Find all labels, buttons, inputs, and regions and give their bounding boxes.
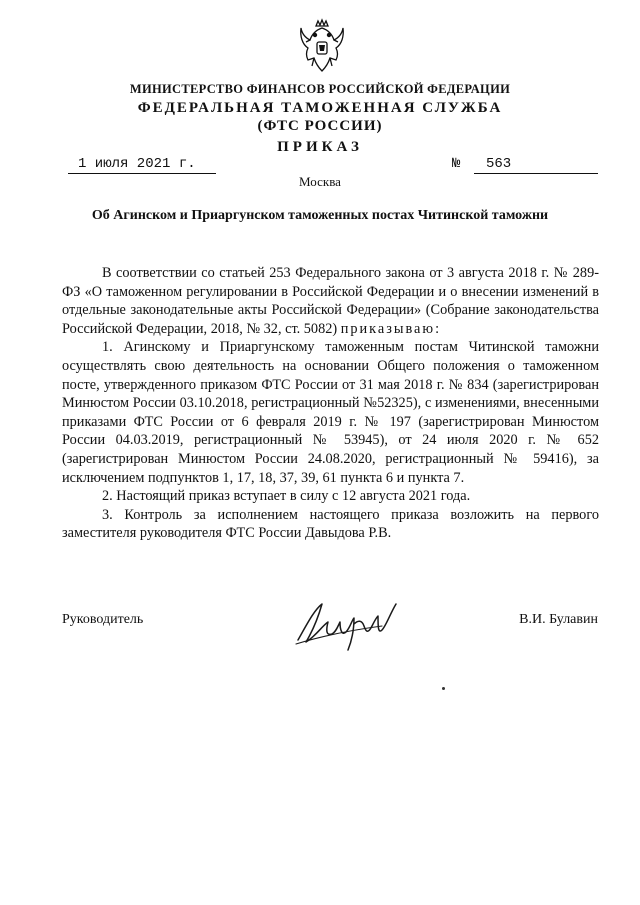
signer-title: Руководитель: [62, 612, 144, 627]
order-title: ПРИКАЗ: [277, 139, 363, 155]
russian-coat-of-arms-icon: [298, 18, 346, 74]
item-1: 1. Агинскому и Приаргунскому таможенным постам Читинской таможни осуществлять свою деятельность на основании Общего положения о таможенном посте, утвержденного приказом ФТС России от 31 мая 2018 г. № 834 (зарегистрирован Минюстом России 03.10.2018, регистрационный №52325), с изменениями, внесенными приказами ФТС России от 6 февраля 2019 г. № 197 (зарегистрирован Минюстом России 04.03.2019, регистрационный № 53945), от 24 июля 2020 г. № 652 (зарегистрирован Минюстом России 24.08.2020, регистрационный № 59416), за исключением подпунктов 1, 17, 18, 37, 39, 61 пункта 6 и пункта 7.: [62, 339, 599, 486]
signer-name: В.И. Булавин: [519, 612, 598, 627]
item-3: 3. Контроль за исполнением настоящего приказа возложить на первого заместителя руководителя ФТС России Давыдова Р.В.: [62, 506, 599, 542]
handwritten-signature: [292, 596, 412, 654]
service-name: ФЕДЕРАЛЬНАЯ ТАМОЖЕННАЯ СЛУЖБА: [137, 100, 503, 116]
ministry-name: МИНИСТЕРСТВО ФИНАНСОВ РОССИЙСКОЙ ФЕДЕРАЦИИ: [129, 82, 511, 96]
order-date: 1 июля 2021 г.: [68, 156, 216, 174]
service-abbreviation: (ФТС РОССИИ): [257, 118, 383, 134]
order-number: 563: [474, 156, 598, 174]
preamble-text: В соответствии со статьей 253 Федерального закона от 3 августа 2018 г. № 289-ФЗ «О таможенном регулировании в Российской Федерации и о внесении изменений в отдельные законодательные акты Российской Федерации» (Собрание законодательства Российской Федерации, 2018, № 32, ст. 5082): [62, 265, 599, 337]
order-body: [62, 264, 599, 543]
scan-speck: [442, 687, 445, 690]
preamble-paragraph: [62, 264, 599, 338]
item-2: 2. Настоящий приказ вступает в силу с 12 августа 2021 года.: [102, 488, 471, 505]
order-number-label: №: [452, 156, 461, 172]
order-subject: Об Агинском и Приаргунском таможенных постах Читинской таможни: [91, 208, 549, 223]
order-word: приказываю:: [340, 320, 442, 337]
order-city: Москва: [299, 174, 341, 189]
